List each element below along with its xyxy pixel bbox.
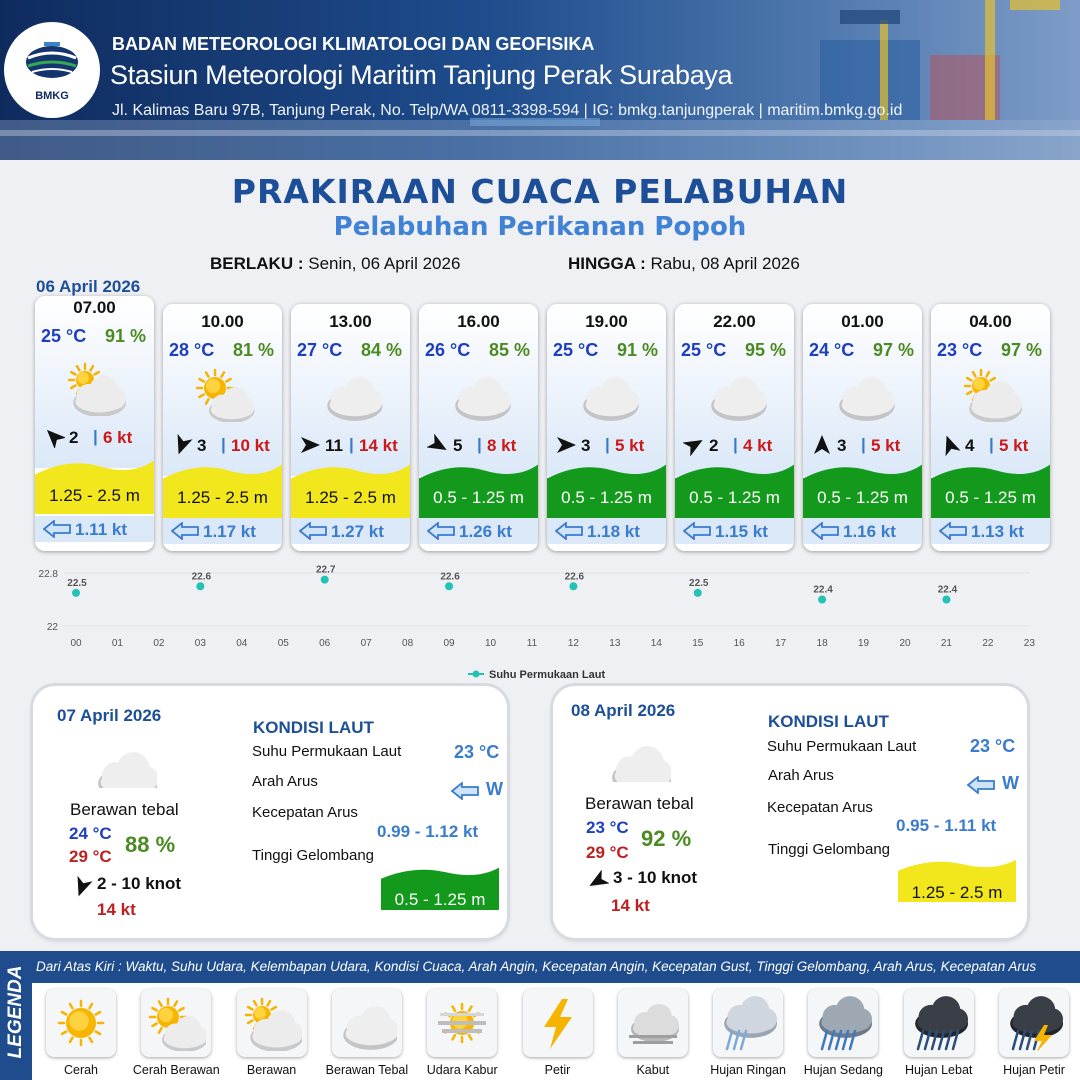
wave-height: 0.5 - 1.25 m bbox=[689, 488, 780, 507]
current-direction-icon bbox=[939, 522, 967, 540]
x-tick-label: 13 bbox=[609, 638, 621, 649]
current-direction-icon bbox=[299, 522, 327, 540]
cerah-icon bbox=[51, 995, 111, 1051]
wind-separator: | bbox=[605, 435, 610, 454]
daily-summary-card[interactable] bbox=[33, 686, 507, 938]
current-speed-label: Kecepatan Arus bbox=[767, 799, 873, 816]
temp-min: 24 °C bbox=[69, 824, 112, 843]
current-speed: 1.15 kt bbox=[715, 522, 768, 541]
hujan-sedang-icon bbox=[813, 995, 873, 1051]
wind-gust: 14 kt bbox=[611, 896, 650, 915]
sea-condition-heading: KONDISI LAUT bbox=[768, 712, 889, 731]
legend-icon-box bbox=[713, 989, 783, 1057]
wind-row bbox=[419, 434, 538, 458]
wind-speed: 3 bbox=[581, 436, 591, 455]
wind-gust: 4 kt bbox=[743, 436, 773, 455]
bmkg-globe-icon bbox=[4, 22, 100, 88]
legend-icon-box bbox=[523, 989, 593, 1057]
sst-data-label: 22.4 bbox=[937, 584, 958, 596]
wind-speed: 3 bbox=[197, 436, 207, 455]
legend-label: Kabut bbox=[636, 1063, 670, 1077]
sst-point bbox=[818, 596, 826, 604]
sst-data-label: 22.6 bbox=[191, 571, 212, 583]
sst-data-label: 22.6 bbox=[440, 571, 460, 583]
legend-label: Udara Kabur bbox=[426, 1063, 498, 1077]
current-speed-range: 0.95 - 1.11 kt bbox=[896, 816, 997, 835]
temp-max: 29 °C bbox=[586, 843, 629, 862]
wind-direction-icon bbox=[43, 426, 65, 448]
current-row bbox=[547, 518, 666, 544]
air-temperature: 28 °C bbox=[169, 340, 215, 360]
wave-height: 0.5 - 1.25 m bbox=[945, 488, 1036, 507]
air-temperature: 25 °C bbox=[553, 340, 599, 360]
x-tick-label: 05 bbox=[277, 638, 289, 649]
bmkg-logo bbox=[4, 22, 100, 118]
x-tick-label: 04 bbox=[236, 638, 248, 649]
x-tick-label: 15 bbox=[692, 638, 704, 649]
legend-icon-box bbox=[332, 989, 402, 1057]
legend-bar bbox=[32, 951, 1080, 983]
weather-condition: Berawan tebal bbox=[70, 800, 179, 819]
forecast-card[interactable] bbox=[291, 304, 410, 551]
current-speed: 1.26 kt bbox=[459, 522, 512, 541]
wind-separator: | bbox=[989, 435, 994, 454]
legend-icon-box bbox=[237, 989, 307, 1057]
legend-title: LEGENDA bbox=[5, 965, 26, 1059]
humidity: 85 % bbox=[488, 340, 530, 360]
sst-value: 23 °C bbox=[970, 736, 1016, 756]
validity-to bbox=[568, 254, 800, 274]
sst-label: Suhu Permukaan Laut bbox=[767, 738, 917, 755]
humidity: 97 % bbox=[1000, 340, 1042, 360]
wave-height: 1.25 - 2.5 m bbox=[305, 488, 396, 507]
wind-speed: 2 bbox=[69, 428, 79, 447]
berawan-icon bbox=[242, 995, 302, 1051]
wind-direction-icon bbox=[683, 434, 705, 456]
current-direction-icon bbox=[967, 776, 995, 799]
wind-gust: 5 kt bbox=[999, 436, 1029, 455]
legend-item-hujan-ringan bbox=[701, 987, 795, 1080]
wind-speed: 3 bbox=[837, 436, 847, 455]
x-tick-label: 14 bbox=[650, 638, 662, 649]
wave-height-label: Tinggi Gelombang bbox=[768, 841, 891, 858]
x-tick-label: 00 bbox=[70, 638, 82, 649]
current-row bbox=[419, 518, 538, 544]
sst-point bbox=[72, 589, 80, 597]
sst-point bbox=[694, 589, 702, 597]
wind-gust: 5 kt bbox=[615, 436, 645, 455]
current-speed: 1.13 kt bbox=[971, 522, 1024, 541]
current-speed: 1.17 kt bbox=[203, 522, 256, 541]
wind-direction-icon bbox=[587, 870, 607, 890]
current-speed: 1.16 kt bbox=[843, 522, 896, 541]
current-direction-label: Arah Arus bbox=[768, 767, 834, 784]
current-direction-label: Arah Arus bbox=[252, 773, 318, 790]
air-temperature: 24 °C bbox=[809, 340, 855, 360]
legend-icon-box bbox=[141, 989, 211, 1057]
sst-data-label: 22.6 bbox=[564, 571, 585, 583]
humidity: 95 % bbox=[744, 340, 786, 360]
air-temperature: 26 °C bbox=[425, 340, 471, 360]
wind-gust: 14 kt bbox=[359, 436, 398, 455]
legend-item-kabut bbox=[606, 987, 700, 1080]
wind-row bbox=[931, 434, 1050, 458]
validity-from bbox=[210, 254, 460, 274]
sst-value: 23 °C bbox=[454, 742, 500, 762]
wind-speed: 2 bbox=[709, 436, 719, 455]
sst-point bbox=[321, 576, 329, 584]
legend-label: Hujan Lebat bbox=[904, 1063, 973, 1077]
cerah-berawan-icon bbox=[146, 995, 206, 1051]
wind-direction-icon bbox=[811, 434, 833, 456]
logo-label: BMKG bbox=[35, 90, 69, 102]
legend-label: Petir bbox=[544, 1063, 571, 1077]
wind-row bbox=[547, 434, 666, 458]
current-speed: 1.27 kt bbox=[331, 522, 384, 541]
organization-name: BADAN METEOROLOGI KLIMATOLOGI DAN GEOFISIKA bbox=[112, 34, 595, 54]
wind-separator: | bbox=[861, 435, 866, 454]
hujan-ringan-icon bbox=[718, 995, 778, 1051]
wind-direction-icon bbox=[427, 434, 449, 456]
current-speed-range: 0.99 - 1.12 kt bbox=[377, 822, 479, 841]
validity-to-value: Rabu, 08 April 2026 bbox=[650, 254, 800, 273]
wind-row bbox=[803, 434, 922, 458]
current-row bbox=[931, 518, 1050, 544]
legend-item-cerah-berawan bbox=[129, 987, 223, 1080]
x-tick-label: 08 bbox=[402, 638, 414, 649]
wind-row bbox=[35, 426, 154, 450]
wave-height: 0.5 - 1.25 m bbox=[561, 488, 652, 507]
legend-item-berawan bbox=[225, 987, 319, 1080]
wind-speed: 4 bbox=[965, 436, 975, 455]
wind-gust: 8 kt bbox=[487, 436, 517, 455]
berawan-tebal-icon bbox=[315, 366, 387, 422]
wind-gust: 5 kt bbox=[871, 436, 901, 455]
page-title: PRAKIRAAN CUACA PELABUHAN bbox=[231, 172, 849, 211]
forecast-time: 04.00 bbox=[969, 312, 1012, 331]
legend-side bbox=[0, 951, 32, 1080]
x-tick-label: 17 bbox=[775, 638, 787, 649]
legend-label: Suhu Permukaan Laut bbox=[489, 669, 606, 681]
sst-data-label: 22.4 bbox=[813, 584, 833, 596]
sea-condition-heading: KONDISI LAUT bbox=[253, 718, 374, 737]
legend-label: Hujan Ringan bbox=[710, 1063, 786, 1077]
wind-direction-icon bbox=[171, 434, 193, 456]
wind-separator: | bbox=[349, 435, 354, 454]
y-tick-label: 22.8 bbox=[38, 569, 58, 580]
wind-row bbox=[291, 434, 410, 458]
legend-marker bbox=[473, 671, 480, 678]
wave-height-label: Tinggi Gelombang bbox=[252, 847, 375, 864]
forecast-time: 07.00 bbox=[73, 298, 116, 317]
wave-height: 1.25 - 2.5 m bbox=[177, 488, 268, 507]
legend-icon-box bbox=[427, 989, 497, 1057]
x-tick-label: 12 bbox=[567, 638, 579, 649]
forecast-time: 13.00 bbox=[329, 312, 372, 331]
legend-label: Berawan Tebal bbox=[325, 1063, 409, 1077]
berawan-tebal-icon bbox=[827, 366, 899, 422]
wind-direction-icon bbox=[71, 876, 91, 896]
current-direction-icon bbox=[451, 782, 479, 805]
x-tick-label: 03 bbox=[194, 638, 206, 649]
y-tick-label: 22 bbox=[46, 622, 58, 633]
x-tick-label: 01 bbox=[111, 638, 124, 649]
legend-icon-box bbox=[618, 989, 688, 1057]
legend-label: Hujan Sedang bbox=[803, 1063, 883, 1077]
kabut-icon bbox=[623, 995, 683, 1051]
sst-data-label: 22.5 bbox=[689, 577, 709, 589]
legend-item-hujan-petir bbox=[987, 987, 1080, 1080]
cerah-berawan-icon bbox=[187, 366, 259, 422]
wind-separator: | bbox=[477, 435, 482, 454]
station-address: Jl. Kalimas Baru 97B, Tanjung Perak, No. Telp/WA 0811-3398-594 | IG: bmkg.tanjungperak | maritim.bmkg.go.id bbox=[112, 102, 903, 119]
humidity: 91 % bbox=[616, 340, 658, 360]
udara-kabur-icon bbox=[432, 995, 492, 1051]
forecast-time: 22.00 bbox=[713, 312, 756, 331]
current-direction: W bbox=[486, 779, 503, 799]
berawan-tebal-icon bbox=[91, 740, 157, 788]
wind-gust: 14 kt bbox=[97, 900, 136, 919]
current-direction: W bbox=[1002, 773, 1019, 793]
legend-note: Dari Atas Kiri : Waktu, Suhu Udara, Kelembapan Udara, Kondisi Cuaca, Arah Angin, Kecepatan Angin, Kecepatan Gust, Tinggi Gelombang, Arah Arus, Kecepatan Arus bbox=[36, 959, 1037, 974]
temp-min: 23 °C bbox=[586, 818, 629, 837]
forecast-time: 19.00 bbox=[585, 312, 628, 331]
current-speed-label: Kecepatan Arus bbox=[252, 804, 358, 821]
legend-item-udara-kabur bbox=[415, 987, 509, 1080]
wave-height: 1.25 - 2.5 m bbox=[911, 883, 1003, 902]
wave-height: 0.5 - 1.25 m bbox=[394, 890, 486, 909]
weather-condition: Berawan tebal bbox=[585, 794, 694, 813]
wind-separator: | bbox=[733, 435, 738, 454]
forecast-card[interactable] bbox=[547, 304, 666, 551]
wind-gust: 6 kt bbox=[103, 428, 133, 447]
legend-label: Cerah bbox=[63, 1063, 99, 1077]
sst-label: Suhu Permukaan Laut bbox=[252, 743, 402, 760]
forecast-card[interactable] bbox=[163, 304, 282, 551]
current-direction-icon bbox=[171, 522, 199, 540]
validity-from-label: BERLAKU : bbox=[210, 254, 304, 273]
hujan-petir-icon bbox=[1004, 995, 1064, 1051]
legend-item-hujan-lebat bbox=[892, 987, 986, 1080]
air-temperature: 27 °C bbox=[297, 340, 343, 360]
sst-data-label: 22.5 bbox=[67, 577, 87, 589]
sea-surface-temp-chart bbox=[30, 560, 1050, 684]
wave-height: 0.5 - 1.25 m bbox=[433, 488, 524, 507]
x-tick-label: 11 bbox=[526, 638, 538, 649]
current-direction-icon bbox=[427, 522, 455, 540]
current-row bbox=[291, 518, 410, 544]
humidity: 97 % bbox=[872, 340, 914, 360]
humidity: 91 % bbox=[104, 326, 146, 346]
sst-point bbox=[196, 582, 204, 590]
wind-direction-icon bbox=[555, 434, 577, 456]
summary-date: 07 April 2026 bbox=[57, 706, 162, 725]
forecast-card[interactable] bbox=[931, 304, 1050, 551]
forecast-time: 01.00 bbox=[841, 312, 884, 331]
berawan-tebal-icon bbox=[443, 366, 515, 422]
sst-point bbox=[445, 582, 453, 590]
berawan-tebal-icon bbox=[571, 366, 643, 422]
humidity: 92 % bbox=[641, 826, 692, 851]
humidity: 84 % bbox=[360, 340, 402, 360]
forecast-time: 16.00 bbox=[457, 312, 500, 331]
forecast-card[interactable] bbox=[419, 304, 538, 551]
wind-gust: 10 kt bbox=[231, 436, 270, 455]
current-speed: 1.18 kt bbox=[587, 522, 640, 541]
wave-height: 1.25 - 2.5 m bbox=[49, 486, 140, 505]
legend-icon-box bbox=[808, 989, 878, 1057]
air-temperature: 25 °C bbox=[681, 340, 727, 360]
page-subtitle: Pelabuhan Perikanan Popoh bbox=[333, 212, 747, 242]
validity-from-value: Senin, 06 April 2026 bbox=[308, 254, 461, 273]
x-tick-label: 20 bbox=[899, 638, 911, 649]
x-tick-label: 10 bbox=[484, 638, 497, 649]
humidity: 88 % bbox=[125, 832, 176, 857]
humidity: 81 % bbox=[232, 340, 274, 360]
air-temperature: 23 °C bbox=[937, 340, 983, 360]
wind-speed-range: 2 - 10 knot bbox=[97, 874, 182, 893]
forecast-card[interactable] bbox=[35, 296, 154, 551]
wind-row bbox=[675, 434, 794, 458]
berawan-icon bbox=[955, 366, 1027, 422]
legend-icon-box bbox=[999, 989, 1069, 1057]
berawan-tebal-icon bbox=[699, 366, 771, 422]
petir-icon bbox=[528, 995, 588, 1051]
validity-to-label: HINGGA : bbox=[568, 254, 646, 273]
daily-summary-card[interactable] bbox=[553, 686, 1027, 938]
legend bbox=[0, 951, 1080, 1080]
sst-data-label: 22.7 bbox=[315, 564, 336, 576]
current-direction-icon bbox=[683, 522, 711, 540]
legend-item-petir bbox=[511, 987, 605, 1080]
current-row bbox=[35, 516, 154, 542]
x-tick-label: 07 bbox=[360, 638, 372, 649]
wind-separator: | bbox=[221, 435, 226, 454]
forecast-date: 06 April 2026 bbox=[36, 277, 141, 296]
berawan-icon bbox=[59, 360, 131, 416]
header-banner bbox=[0, 0, 1080, 160]
legend-item-hujan-sedang bbox=[796, 987, 890, 1080]
x-tick-label: 09 bbox=[443, 638, 455, 649]
wind-row bbox=[163, 434, 282, 458]
current-row bbox=[163, 518, 282, 544]
legend-label: Berawan bbox=[246, 1063, 297, 1077]
legend-label: Hujan Petir bbox=[1003, 1063, 1065, 1077]
current-speed: 1.11 kt bbox=[75, 520, 127, 539]
x-tick-label: 21 bbox=[940, 638, 953, 649]
sst-point bbox=[569, 582, 577, 590]
summary-date: 08 April 2026 bbox=[571, 701, 676, 720]
berawan-tebal-icon bbox=[605, 734, 671, 782]
current-direction-icon bbox=[43, 520, 71, 538]
wind-direction-icon bbox=[939, 434, 961, 456]
temp-max: 29 °C bbox=[69, 847, 112, 866]
legend-label: Cerah Berawan bbox=[132, 1063, 220, 1077]
current-direction-icon bbox=[811, 522, 839, 540]
current-row bbox=[803, 518, 922, 544]
legend-icon-box bbox=[904, 989, 974, 1057]
berawan-tebal-icon bbox=[337, 995, 397, 1051]
wind-speed: 11 bbox=[325, 436, 343, 455]
wave-height: 0.5 - 1.25 m bbox=[817, 488, 908, 507]
x-tick-label: 22 bbox=[982, 638, 994, 649]
wind-speed-range: 3 - 10 knot bbox=[613, 868, 698, 887]
wind-speed: 5 bbox=[453, 436, 463, 455]
wind-direction-icon bbox=[299, 434, 321, 456]
hujan-lebat-icon bbox=[909, 995, 969, 1051]
legend-item-cerah bbox=[34, 987, 128, 1080]
sst-point bbox=[942, 596, 950, 604]
forecast-card[interactable] bbox=[675, 304, 794, 551]
current-row bbox=[675, 518, 794, 544]
x-tick-label: 18 bbox=[816, 638, 828, 649]
x-tick-label: 19 bbox=[857, 638, 870, 649]
current-direction-icon bbox=[555, 522, 583, 540]
station-name: Stasiun Meteorologi Maritim Tanjung Perak Surabaya bbox=[110, 60, 733, 90]
air-temperature: 25 °C bbox=[41, 326, 87, 346]
x-tick-label: 02 bbox=[153, 638, 165, 649]
forecast-time: 10.00 bbox=[201, 312, 244, 331]
legend-item-berawan-tebal bbox=[320, 987, 414, 1080]
forecast-card[interactable] bbox=[803, 304, 922, 551]
wind-separator: | bbox=[93, 427, 98, 446]
legend-icon-box bbox=[46, 989, 116, 1057]
x-tick-label: 16 bbox=[733, 638, 745, 649]
x-tick-label: 23 bbox=[1023, 638, 1035, 649]
x-tick-label: 06 bbox=[319, 638, 331, 649]
